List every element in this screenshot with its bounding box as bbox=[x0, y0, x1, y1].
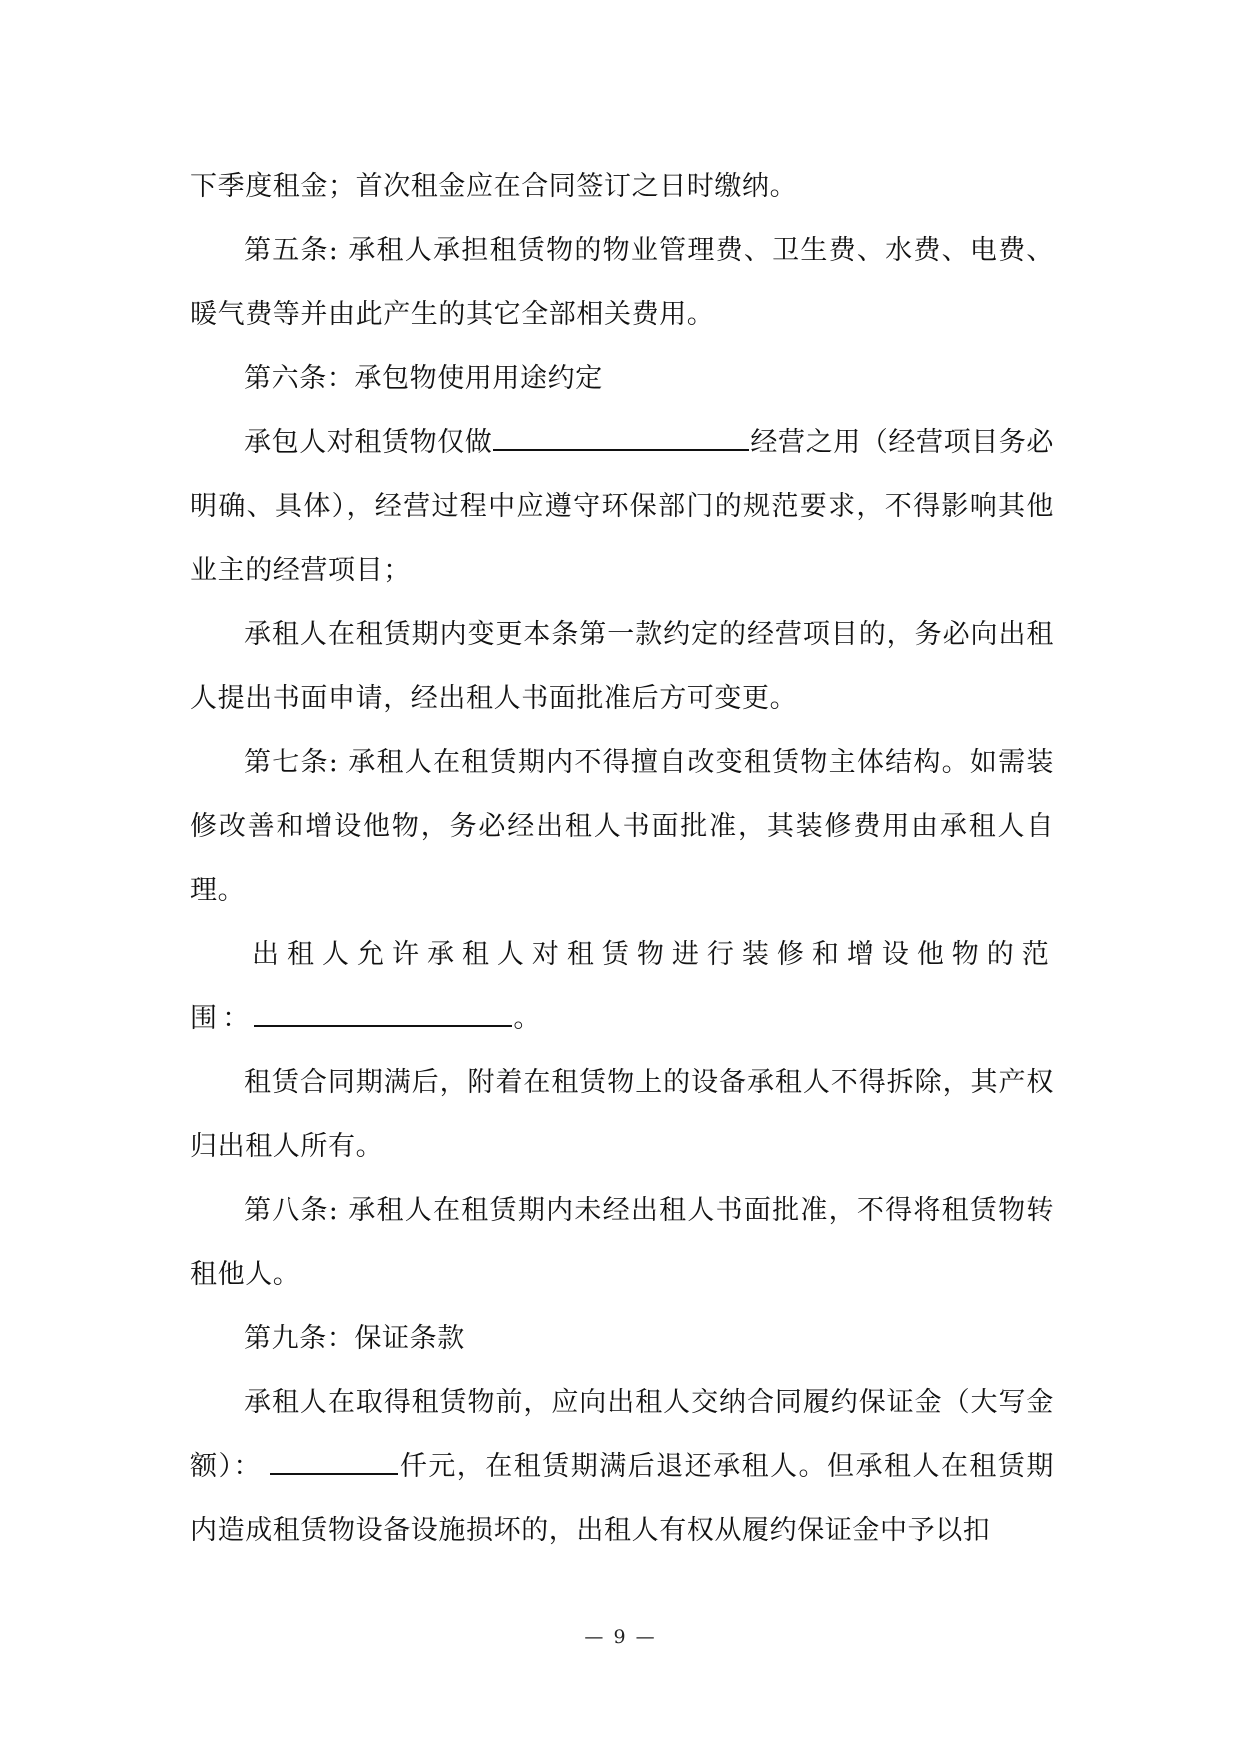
article-6-change: 承租人在租赁期内变更本条第一款约定的经营项目的，务必向出租人提出书面申请，经出租人书面批准后方可变更。 bbox=[190, 619, 1054, 714]
usage-text-before: 承包人对租赁物仅做 bbox=[244, 427, 493, 458]
page-number: — 9 — bbox=[584, 1626, 657, 1648]
article-7: 第七条: 承租人在租赁期内不得擅自改变租赁物主体结构。如需装修改善和增设他物，务必经出租人书面批准，其装修费用由承租人自理。 bbox=[190, 747, 1054, 906]
article-9-deposit bbox=[190, 1371, 1054, 1563]
article-6-usage bbox=[190, 411, 1054, 603]
usage-text-after: 经营之用（经营项目务必明确、具体），经营过程中应遵守环保部门的规范要求，不得影响其他业主的经营项目； bbox=[190, 427, 1055, 586]
article-5: 第五条: 承租人承担租赁物的物业管理费、卫生费、水费、电费、暖气费等并由此产生的其它全部相关费用。 bbox=[190, 235, 1054, 330]
article-9-heading: 第九条：保证条款 bbox=[244, 1323, 465, 1354]
deposit-text-before: 承租人在取得租赁物前，应向出租人交纳合同履约保证金（大写金额）： bbox=[190, 1387, 1054, 1482]
deposit-text-after: 仟元，在租赁期满后退还承租人。但承租人在租赁期内造成租赁物设备设施损坏的，出租人有权从履约保证金中予以扣 bbox=[190, 1451, 1054, 1546]
paragraph-rent-payment: 下季度租金；首次租金应在合同签订之日时缴纳。 bbox=[190, 171, 798, 202]
renovation-scope-blank[interactable] bbox=[254, 999, 512, 1027]
deposit-amount-blank[interactable] bbox=[270, 1447, 398, 1475]
scope-text-after: 。 bbox=[513, 1003, 546, 1034]
scope-text-before: 出租人允许承租人对租赁物进行装修和增设他物的范围： bbox=[190, 939, 1054, 1034]
document-body bbox=[190, 155, 1054, 1563]
article-8: 第八条: 承租人在租赁期内未经出租人书面批准，不得将租赁物转租他人。 bbox=[190, 1195, 1054, 1290]
article-7-scope bbox=[190, 923, 1054, 1051]
article-7-ownership: 租赁合同期满后，附着在租赁物上的设备承租人不得拆除，其产权归出租人所有。 bbox=[190, 1067, 1054, 1162]
business-purpose-blank[interactable] bbox=[493, 423, 749, 451]
article-6-heading: 第六条：承包物使用用途约定 bbox=[244, 363, 603, 394]
